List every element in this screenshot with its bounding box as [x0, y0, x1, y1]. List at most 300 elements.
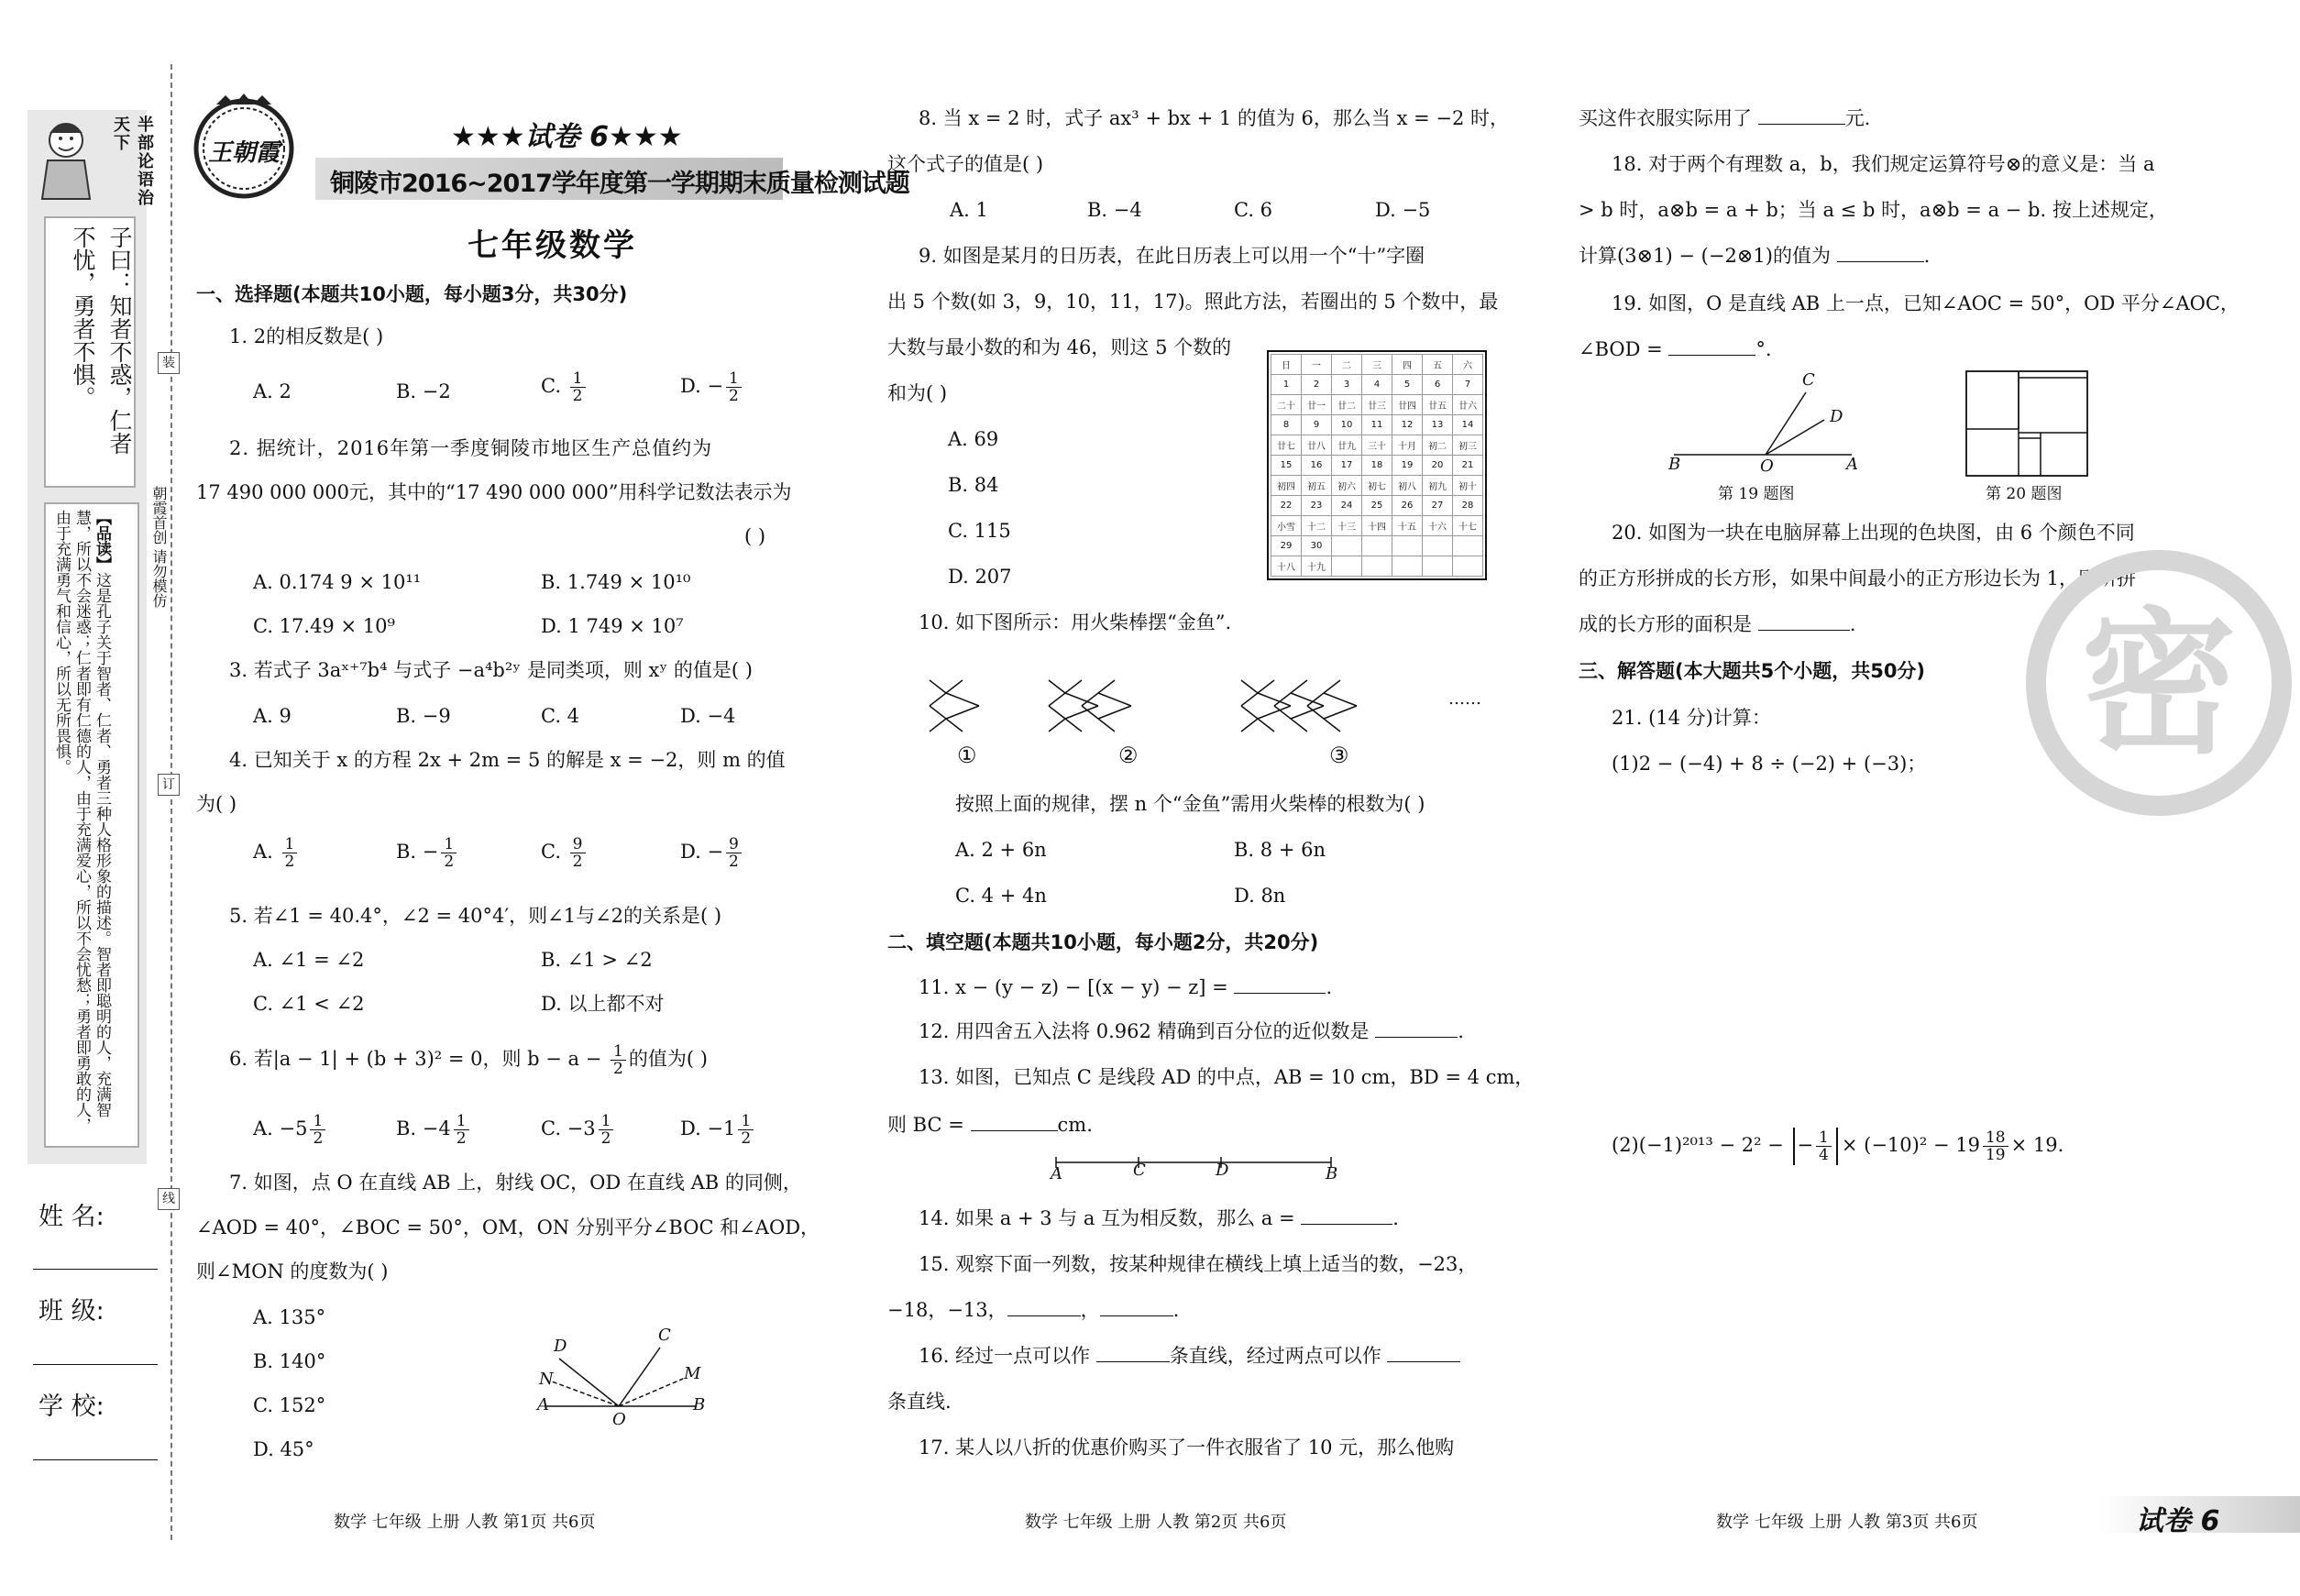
- q17-l2a: 买这件衣服实际用了: [1579, 107, 1758, 129]
- q4-option-b-letter: B. −: [396, 841, 439, 863]
- calendar-cell: 12: [1392, 415, 1423, 435]
- q20-line1: 20. 如图为一块在电脑屏幕上出现的色块图，由 6 个颜色不同: [1612, 522, 2135, 544]
- calendar-row: [1271, 536, 1483, 556]
- calendar-cell: [1362, 536, 1392, 556]
- q19-blank[interactable]: [1668, 336, 1755, 356]
- calendar-cell: 1: [1271, 375, 1302, 395]
- q1-option-c[interactable]: [541, 370, 589, 404]
- q19-label-c: C: [1802, 370, 1815, 390]
- name-field[interactable]: [33, 1269, 158, 1270]
- q6-stem-a: 6. 若|a − 1| + (b + 3)² = 0，则 b − a −: [229, 1048, 609, 1070]
- calendar-cell: [1453, 556, 1483, 577]
- calendar-cell: [1423, 536, 1453, 556]
- matchstick: [1291, 693, 1324, 706]
- q1-option-d-frac: [726, 370, 742, 404]
- matchstick: [946, 706, 979, 719]
- calendar-cell: 三: [1362, 355, 1392, 375]
- q9-option-c[interactable]: C. 115: [948, 520, 1011, 542]
- q21-part1: (1)2 − (−4) + 8 ÷ (−2) + (−3)；: [1612, 753, 1927, 775]
- calendar-cell: 27: [1423, 496, 1453, 516]
- q4-option-d-letter: D. −: [680, 841, 724, 863]
- q11-end: .: [1326, 976, 1333, 998]
- q9-option-a[interactable]: A. 69: [948, 428, 999, 450]
- q15-blank2[interactable]: [1100, 1297, 1173, 1316]
- q7-line2: ∠AOD = 40°，∠BOC = 50°，OM，ON 分别平分∠BOC 和∠AOD，: [196, 1216, 820, 1238]
- q14: [919, 1205, 1399, 1232]
- q6-d-den: 2: [741, 1129, 752, 1148]
- q9-line3: 大数与最小数的和为 46，则这 5 个数的: [887, 336, 1232, 358]
- calendar-cell: 廿九: [1332, 435, 1362, 456]
- calendar-cell: 廿六: [1453, 395, 1483, 415]
- q4-option-a-frac: [282, 836, 298, 870]
- q6-option-b[interactable]: [396, 1113, 472, 1147]
- calendar-cell: 18: [1362, 456, 1392, 476]
- q16-line2: 条直线.: [887, 1391, 952, 1413]
- q6-option-d[interactable]: [680, 1113, 756, 1147]
- q19-label-o: O: [1760, 457, 1774, 476]
- q6-d-letter: D. −1: [680, 1117, 736, 1139]
- q7-label-d: D: [554, 1337, 567, 1356]
- q15-l2: −18，−13，: [887, 1299, 1007, 1321]
- pindu-text: [51, 510, 112, 1133]
- q1-option-c-letter: C.: [541, 375, 567, 397]
- q17-line2: [1579, 105, 1870, 132]
- calendar-cell: 初八: [1392, 476, 1423, 496]
- q4-b-num: 1: [441, 836, 457, 853]
- calendar-cell: 十五: [1392, 516, 1423, 536]
- calendar-cell: 十月: [1392, 435, 1423, 456]
- q19-label-b: B: [1668, 455, 1681, 474]
- q6-option-a[interactable]: [253, 1113, 328, 1147]
- q2-option-a[interactable]: A. 0.174 9 × 10¹¹: [253, 571, 422, 593]
- calendar-cell: 21: [1453, 456, 1483, 476]
- calendar-row: [1271, 556, 1483, 577]
- q1-option-d[interactable]: [680, 370, 744, 404]
- q19-label-d: D: [1830, 407, 1843, 426]
- secret-stamp-char: 密: [2080, 594, 2237, 776]
- calendar-cell: 廿八: [1302, 435, 1332, 456]
- calendar-cell: 六: [1453, 355, 1483, 375]
- q4-option-b[interactable]: [396, 836, 459, 870]
- q13-l2b: cm.: [1057, 1114, 1093, 1136]
- q7-label-n: N: [539, 1370, 554, 1389]
- q17-blank[interactable]: [1758, 105, 1845, 125]
- q19-l2a: ∠BOD =: [1579, 338, 1669, 360]
- q21-p2c: × 19.: [2010, 1134, 2064, 1156]
- q6-a-den: 2: [313, 1129, 324, 1148]
- matchstick: [1049, 680, 1065, 693]
- q5-stem: 5. 若∠1 = 40.4°，∠2 = 40°4′，则∠1与∠2的关系是( ): [229, 905, 722, 927]
- q7-option-b[interactable]: B. 140°: [253, 1350, 326, 1372]
- calendar-cell: [1332, 556, 1362, 577]
- q21-mixed-num: 18: [1983, 1129, 2008, 1147]
- q14-text: 14. 如果 a + 3 与 a 互为相反数，那么 a =: [919, 1207, 1302, 1229]
- q12: [919, 1018, 1464, 1045]
- calendar-cell: 五: [1423, 355, 1453, 375]
- q2-paren: ( ): [744, 525, 766, 547]
- matchstick: [1098, 693, 1131, 706]
- q17-line1: 17. 某人以八折的优惠价购买了一件衣服省了 10 元，那么他购: [919, 1436, 1455, 1458]
- q1-option-b[interactable]: B. −2: [396, 380, 451, 402]
- calendar-cell: 初三: [1453, 435, 1483, 456]
- q4-option-a-letter: A.: [253, 841, 280, 863]
- matchstick: [946, 693, 979, 706]
- calendar-cell: 23: [1302, 496, 1332, 516]
- matchstick: [1291, 706, 1324, 719]
- quote-main: 子曰：知者不惑，仁者不忧，勇者不惧。: [70, 226, 133, 455]
- q6-a-num: 1: [310, 1113, 325, 1130]
- calendar-table: [1271, 354, 1483, 577]
- calendar-cell: 一: [1302, 355, 1332, 375]
- calendar-cell: 二十: [1271, 395, 1302, 415]
- q7-option-c[interactable]: C. 152°: [253, 1394, 326, 1416]
- calendar-cell: 9: [1302, 415, 1332, 435]
- q4-a-den: 2: [284, 853, 295, 871]
- q15-sep: ，: [1080, 1299, 1100, 1321]
- q15-blank1[interactable]: [1007, 1297, 1081, 1316]
- matchstick: [1324, 693, 1357, 706]
- q10-option-b[interactable]: B. 8 + 6n: [1234, 839, 1326, 861]
- matchstick: [1258, 693, 1291, 706]
- calendar-cell: [1423, 556, 1453, 577]
- q8-line2: 这个式子的值是( ): [887, 153, 1044, 175]
- q4-option-d-frac: [726, 836, 742, 870]
- calendar-cell: 8: [1271, 415, 1302, 435]
- q11-blank[interactable]: [1234, 974, 1326, 994]
- q7-line1: 7. 如图，点 O 在直线 AB 上，射线 OC，OD 在直线 AB 的同侧，: [229, 1172, 802, 1194]
- pindu-body: 这是孔子关于智者、仁者、勇者三种人格形象的描述。智者即聪明的人，充满智慧，所以不会迷惑；仁者即有仁德的人，由于充满爱心，所以不会忧愁；勇者即勇敢的人，由于充满勇气和信心，所以无所畏惧。: [52, 510, 111, 1133]
- q12-text: 12. 用四舍五入法将 0.962 精确到百分位的近似数是: [919, 1020, 1376, 1042]
- matchstick: [930, 680, 946, 693]
- logo-emblem: [189, 92, 299, 202]
- q13-line2: [887, 1111, 1093, 1139]
- q13-label-c: C: [1133, 1161, 1146, 1180]
- q7-option-d[interactable]: D. 45°: [253, 1438, 314, 1460]
- q1-option-a[interactable]: A. 2: [253, 380, 292, 402]
- calendar-cell: 十二: [1302, 516, 1332, 536]
- calendar-row: [1271, 435, 1483, 456]
- q16-blank2[interactable]: [1387, 1343, 1460, 1362]
- q2-option-b[interactable]: B. 1.749 × 10¹⁰: [541, 571, 691, 593]
- matchstick: [1258, 706, 1291, 719]
- class-field[interactable]: [33, 1364, 158, 1365]
- section-solve: 三、解答题(本大题共5个小题，共50分): [1579, 660, 1926, 682]
- q13-label-a: A: [1051, 1164, 1062, 1183]
- calendar-cell: 廿四: [1392, 395, 1423, 415]
- class-field-label: 班 级:: [39, 1297, 105, 1326]
- q2-line1: 2. 据统计，2016年第一季度铜陵市地区生产总值约为: [229, 437, 713, 459]
- q6-b-num: 1: [454, 1113, 469, 1130]
- calendar-cell: 2: [1302, 375, 1332, 395]
- q11-text: 11. x − (y − z) − [(x − y) − z] =: [919, 976, 1235, 998]
- q9-option-d[interactable]: D. 207: [948, 566, 1012, 588]
- q9-option-b[interactable]: B. 84: [948, 474, 999, 496]
- q19-caption: 第 19 题图: [1718, 485, 1795, 503]
- calendar-cell: 26: [1392, 496, 1423, 516]
- q19-line2: [1579, 336, 1772, 363]
- q11: [919, 974, 1332, 1001]
- q13-line1: 13. 如图，已知点 C 是线段 AD 的中点，AB = 10 cm，BD = 4 cm，: [919, 1066, 1535, 1088]
- calendar-cell: 初四: [1271, 476, 1302, 496]
- q8-option-d[interactable]: D. −5: [1375, 199, 1431, 221]
- calendar-cell: 5: [1392, 375, 1423, 395]
- q6-d-frac: [738, 1113, 754, 1147]
- q10-fig2-label: ②: [1118, 743, 1139, 768]
- q4-d-num: 9: [726, 836, 742, 853]
- q1-c-den: 2: [572, 387, 583, 405]
- calendar-cell: 日: [1271, 355, 1302, 375]
- q19-label-a: A: [1846, 455, 1858, 474]
- q7-option-a[interactable]: A. 135°: [253, 1306, 326, 1328]
- q2-line2: 17 490 000 000元，其中的“17 490 000 000”用科学记数法表示为: [196, 481, 792, 503]
- q12-blank[interactable]: [1375, 1018, 1458, 1038]
- q4-option-a[interactable]: [253, 836, 300, 870]
- q20-caption: 第 20 题图: [1986, 485, 2063, 503]
- q1-d-den: 2: [729, 387, 739, 405]
- calendar-cell: 16: [1302, 456, 1332, 476]
- q6-stem-b: 的值为( ): [628, 1048, 708, 1070]
- calendar-cell: 22: [1271, 496, 1302, 516]
- q1-c-num: 1: [570, 370, 586, 388]
- logo-text: 王朝霞: [207, 139, 280, 167]
- calendar-cell: 17: [1332, 456, 1362, 476]
- q4-option-d[interactable]: [680, 836, 744, 870]
- calendar-cell: [1392, 536, 1423, 556]
- calendar-cell: 3: [1332, 375, 1362, 395]
- q4-option-c[interactable]: [541, 836, 589, 870]
- q1-option-c-frac: [570, 370, 586, 404]
- q6-stem-frac: [611, 1043, 626, 1077]
- q21-part2: [1612, 1128, 2063, 1165]
- matchstick: [1049, 719, 1065, 732]
- q1-stem: 1. 2的相反数是( ): [229, 325, 384, 347]
- calendar-cell: 13: [1423, 415, 1453, 435]
- calendar-cell: 28: [1453, 496, 1483, 516]
- calendar-cell: [1362, 556, 1392, 577]
- pindu-label: 【品读】: [93, 510, 111, 572]
- q7-figure: [532, 1326, 706, 1432]
- calendar-cell: 29: [1271, 536, 1302, 556]
- q7-label-o: O: [612, 1410, 626, 1429]
- q4-a-num: 1: [282, 836, 298, 853]
- q1-option-d-letter: D. −: [680, 375, 724, 397]
- q4-c-den: 2: [572, 853, 583, 871]
- q21-abs-frac: [1816, 1129, 1832, 1163]
- q2-option-c[interactable]: C. 17.49 × 10⁹: [253, 615, 395, 637]
- q4-d-den: 2: [729, 853, 739, 871]
- calendar-cell: 4: [1362, 375, 1392, 395]
- section-choice: 一、选择题(本题共10小题，每小题3分，共30分): [196, 283, 628, 305]
- q4-b-den: 2: [444, 853, 455, 871]
- q6-d-num: 1: [738, 1113, 754, 1130]
- q3-stem: 3. 若式子 3aˣ⁺⁷b⁴ 与式子 −a⁴b²ʸ 是同类项，则 xʸ 的值是( ): [229, 659, 753, 681]
- q20-line3: [1579, 611, 1855, 638]
- q19-figure: [1659, 372, 1879, 510]
- cut-line: [171, 64, 172, 1540]
- calendar-row: [1271, 496, 1483, 516]
- q3-option-c[interactable]: C. 4: [541, 705, 580, 727]
- q7-label-c: C: [658, 1326, 671, 1345]
- q8-option-a[interactable]: A. 1: [950, 199, 988, 221]
- name-field-label: 姓 名:: [39, 1203, 105, 1231]
- calendar-cell: 24: [1332, 496, 1362, 516]
- matchstick: [1065, 693, 1098, 706]
- q21-abs-num: 1: [1816, 1129, 1832, 1147]
- calendar-cell: 初六: [1332, 476, 1362, 496]
- q10-option-d[interactable]: D. 8n: [1234, 885, 1286, 907]
- q6-b-den: 2: [456, 1129, 467, 1148]
- section-fill: 二、填空题(本题共10小题，每小题2分，共20分): [887, 931, 1319, 953]
- q10-stem: 10. 如下图所示：用火柴棒摆“金鱼”.: [919, 611, 1232, 633]
- matchstick: [1241, 719, 1258, 732]
- q6-c-den: 2: [600, 1129, 611, 1148]
- q10-option-c[interactable]: C. 4 + 4n: [955, 885, 1047, 907]
- calendar-cell: 11: [1362, 415, 1392, 435]
- q4-line2: 为( ): [196, 793, 237, 815]
- calendar-cell: 10: [1332, 415, 1362, 435]
- q21-abs: [1793, 1128, 1837, 1165]
- calendar-row: [1271, 476, 1483, 496]
- calendar-row: [1271, 415, 1483, 435]
- q6-b-letter: B. −4: [396, 1117, 451, 1139]
- q6-b-frac: [454, 1113, 469, 1147]
- calendar-cell: 廿五: [1423, 395, 1453, 415]
- q21-abs-minus: −: [1797, 1134, 1814, 1156]
- calendar-cell: 19: [1392, 456, 1423, 476]
- calendar-row: [1271, 375, 1483, 395]
- q2-option-d[interactable]: D. 1 749 × 10⁷: [541, 615, 684, 637]
- q18-blank[interactable]: [1837, 243, 1924, 262]
- q7-label-m: M: [684, 1364, 701, 1383]
- calendar-row: [1271, 456, 1483, 476]
- q14-blank[interactable]: [1301, 1205, 1392, 1225]
- q10-option-a[interactable]: A. 2 + 6n: [955, 839, 1047, 861]
- q21-abs-den: 4: [1819, 1146, 1829, 1164]
- calendar-cell: 初五: [1302, 476, 1332, 496]
- fold-mark-3: 线: [158, 1188, 180, 1210]
- q19-l2b: °.: [1755, 338, 1772, 360]
- q8-option-b[interactable]: B. −4: [1087, 199, 1142, 221]
- q9-line4: 和为( ): [887, 382, 948, 404]
- calendar-row: [1271, 395, 1483, 415]
- q14-end: .: [1392, 1207, 1399, 1229]
- secret-stamp: [2026, 550, 2292, 816]
- q5-option-b[interactable]: B. ∠1 > ∠2: [541, 949, 653, 971]
- q8-line1: 8. 当 x = 2 时，式子 ax³ + bx + 1 的值为 6，那么当 x = −2 时，: [919, 107, 1510, 129]
- q13-label-d: D: [1216, 1161, 1229, 1180]
- footer-page1: 数学 七年级 上册 人教 第1页 共6页: [334, 1513, 596, 1532]
- calendar-cell: 十四: [1362, 516, 1392, 536]
- q13-figure: [1047, 1151, 1340, 1188]
- q13-l2a: 则 BC =: [887, 1114, 971, 1136]
- q6-stem-num: 1: [611, 1043, 626, 1061]
- q9-line2: 出 5 个数(如 3，9，10，11，17)。照此方法，若圈出的 5 个数中，最: [887, 291, 1499, 313]
- q20-figure: [1962, 370, 2090, 513]
- copyright-note: 朝霞首创 请勿模仿: [150, 486, 168, 609]
- calendar-cell: 6: [1423, 375, 1453, 395]
- q18-line1: 18. 对于两个有理数 a，b，我们规定运算符号⊗的意义是：当 a: [1612, 153, 2155, 175]
- q20-line2: 的正方形拼成的长方形，如果中间最小的正方形边长为 1，则所拼: [1579, 567, 2137, 589]
- calendar-cell: 廿一: [1302, 395, 1332, 415]
- calendar-cell: 30: [1302, 536, 1332, 556]
- q15-line2: [887, 1296, 1179, 1324]
- exam-title: 铜陵市2016~2017学年度第一学期期末质量检测试题: [330, 170, 909, 198]
- q6-a-frac: [310, 1113, 325, 1147]
- q1-d-num: 1: [726, 370, 742, 388]
- fold-mark-2: 订: [158, 774, 180, 796]
- q6-c-num: 1: [599, 1113, 614, 1130]
- q6-option-c[interactable]: [541, 1113, 616, 1147]
- q10-line2: 按照上面的规律，摆 n 个“金鱼”需用火柴棒的根数为( ): [955, 793, 1425, 815]
- calendar-cell: 14: [1453, 415, 1483, 435]
- paper-number: ★★★试卷 6★★★: [451, 121, 683, 153]
- q21-p2b: × (−10)² − 19: [1841, 1134, 1980, 1156]
- q19-line1: 19. 如图，O 是直线 AB 上一点，已知∠AOC = 50°，OD 平分∠AOC，: [1612, 292, 2239, 314]
- q18-end: .: [1923, 245, 1931, 267]
- calendar-cell: 四: [1392, 355, 1423, 375]
- q8-option-c[interactable]: C. 6: [1234, 199, 1273, 221]
- q3-option-b[interactable]: B. −9: [396, 705, 451, 727]
- q6-a-letter: A. −5: [253, 1117, 308, 1139]
- calendar-header-row: [1271, 355, 1483, 375]
- q5-option-c[interactable]: C. ∠1 < ∠2: [253, 993, 365, 1015]
- q13-blank[interactable]: [971, 1112, 1058, 1131]
- footer-page3: 数学 七年级 上册 人教 第3页 共6页: [1716, 1513, 1978, 1532]
- footer-paper-tag: 试卷 6: [2136, 1505, 2220, 1537]
- calendar-cell: 十七: [1453, 516, 1483, 536]
- calendar-cell: 初二: [1423, 435, 1453, 456]
- calendar-row: [1271, 516, 1483, 536]
- q16-l1a: 16. 经过一点可以作: [919, 1345, 1096, 1367]
- q7-label-a: A: [537, 1395, 549, 1414]
- q6-stem-den: 2: [613, 1060, 623, 1078]
- q3-option-d[interactable]: D. −4: [680, 705, 736, 727]
- school-field[interactable]: [33, 1459, 158, 1460]
- q4-line1: 4. 已知关于 x 的方程 2x + 2m = 5 的解是 x = −2，则 m 的值: [229, 749, 786, 771]
- q16-blank1[interactable]: [1096, 1343, 1170, 1362]
- matchstick: [930, 719, 946, 732]
- calendar-cell: 初十: [1453, 476, 1483, 496]
- calendar-cell: 十三: [1332, 516, 1362, 536]
- q3-option-a[interactable]: A. 9: [253, 705, 292, 727]
- q21-mixed-frac: [1983, 1129, 2008, 1163]
- q5-option-a[interactable]: A. ∠1 = ∠2: [253, 949, 365, 971]
- calendar-cell: 廿七: [1271, 435, 1302, 456]
- matchstick: [1241, 680, 1258, 693]
- q21-mixed-den: 19: [1985, 1146, 2006, 1164]
- calendar-cell: 廿二: [1332, 395, 1362, 415]
- q20-blank[interactable]: [1758, 611, 1850, 631]
- calendar-cell: 小雪: [1271, 516, 1302, 536]
- calendar-cell: 初七: [1362, 476, 1392, 496]
- q4-option-c-letter: C.: [541, 841, 567, 863]
- q4-c-num: 9: [570, 836, 586, 853]
- q6-c-frac: [599, 1113, 614, 1147]
- q5-option-d[interactable]: D. 以上都不对: [541, 993, 665, 1015]
- q16-l1b: 条直线，经过两点可以作: [1169, 1345, 1388, 1367]
- calendar-cell: [1332, 536, 1362, 556]
- calendar-cell: 二: [1332, 355, 1362, 375]
- q7-line3: 则∠MON 的度数为( ): [196, 1260, 389, 1282]
- q21-stem: 21. (14 分)计算：: [1612, 707, 1771, 729]
- q9-calendar: [1267, 350, 1487, 580]
- q9-line1: 9. 如图是某月的日历表，在此日历表上可以用一个“十”字圈: [919, 245, 1425, 267]
- calendar-cell: 三十: [1362, 435, 1392, 456]
- q4-option-b-frac: [441, 836, 457, 870]
- calendar-cell: 25: [1362, 496, 1392, 516]
- q21-p2a: (2)(−1)²⁰¹³ − 2² −: [1612, 1134, 1790, 1156]
- q10-dots: ……: [1448, 689, 1481, 709]
